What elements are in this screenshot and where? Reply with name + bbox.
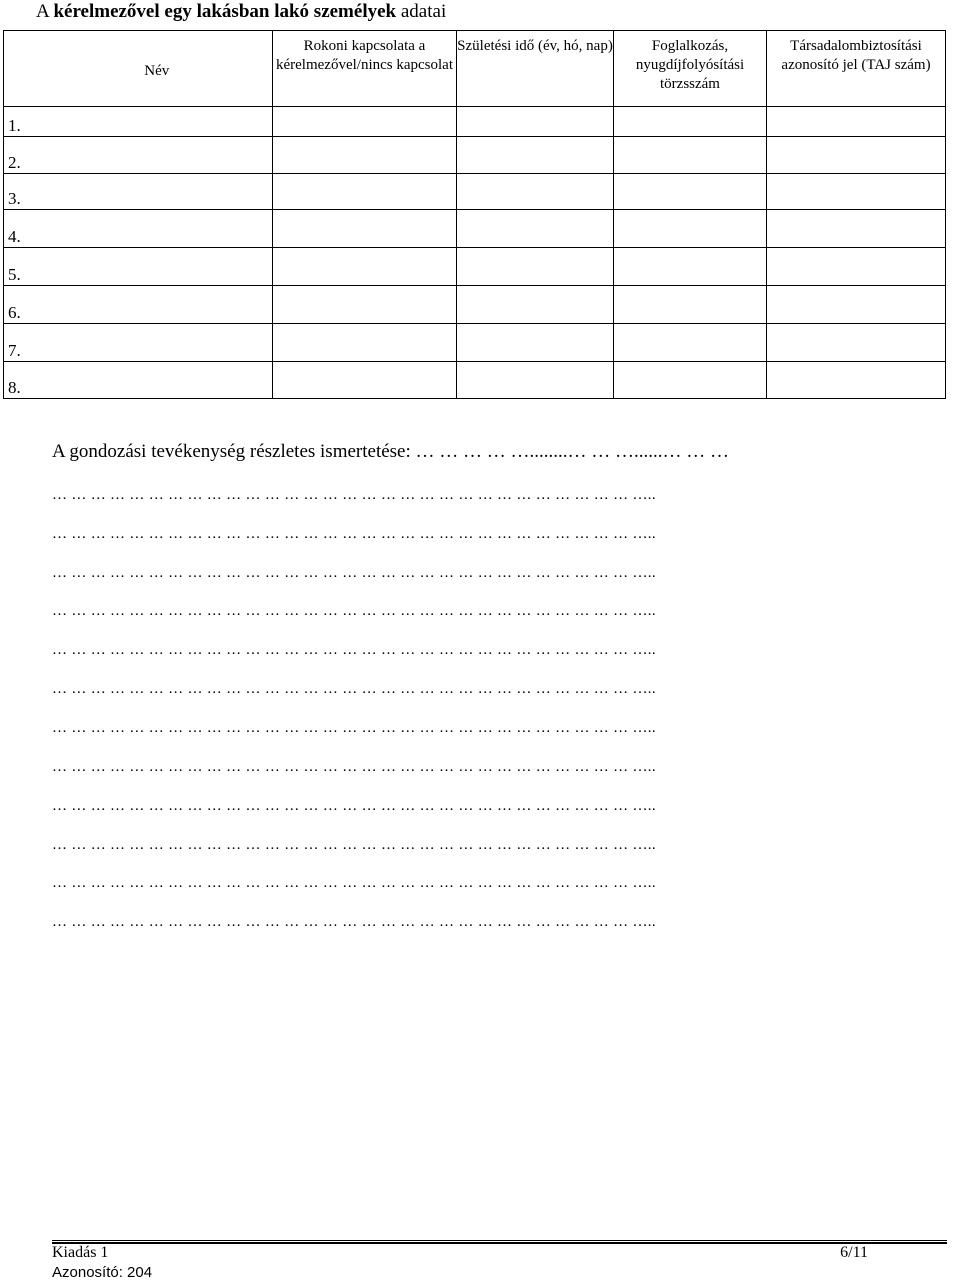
- header-name: Név: [42, 31, 273, 107]
- birth-date-cell[interactable]: [457, 324, 614, 362]
- occupation-cell[interactable]: [614, 107, 767, 137]
- footer-divider-thick: [52, 1242, 947, 1244]
- description-line[interactable]: … … … … … … … … … … … … … … … … … … … … … … … … … … … … … … …..: [52, 798, 656, 814]
- taj-cell[interactable]: [767, 362, 946, 399]
- table-row: [4, 324, 946, 362]
- relationship-cell[interactable]: [273, 137, 457, 174]
- occupation-cell[interactable]: [614, 248, 767, 286]
- taj-cell[interactable]: [767, 107, 946, 137]
- description-line[interactable]: … … … … … … … … … … … … … … … … … … … … … … … … … … … … … … …..: [52, 603, 656, 619]
- table-row: [4, 286, 946, 324]
- taj-cell[interactable]: [767, 174, 946, 210]
- header-occupation: Foglalkozás, nyugdíjfolyósítási törzsszám: [614, 31, 767, 107]
- heading-suffix: adatai: [396, 1, 447, 22]
- description-line[interactable]: … … … … … … … … … … … … … … … … … … … … … … … … … … … … … … …..: [52, 837, 656, 853]
- relationship-cell[interactable]: [273, 107, 457, 137]
- relationship-cell[interactable]: [273, 210, 457, 248]
- page-heading: [36, 0, 446, 24]
- table-row: [4, 137, 946, 174]
- description-line[interactable]: … … … … … … … … … … … … … … … … … … … … … … … … … … … … … … …..: [52, 642, 656, 658]
- footer-identifier: Azonosító: 204: [52, 1264, 153, 1281]
- relationship-cell[interactable]: [273, 286, 457, 324]
- table-row: [4, 210, 946, 248]
- occupation-cell[interactable]: [614, 210, 767, 248]
- description-line[interactable]: … … … … … … … … … … … … … … … … … … … … … … … … … … … … … … …..: [52, 875, 656, 891]
- footer-edition: Kiadás 1: [52, 1244, 109, 1261]
- name-cell[interactable]: [42, 286, 273, 324]
- taj-cell[interactable]: [767, 137, 946, 174]
- row-number: 2.: [4, 137, 42, 174]
- relationship-cell[interactable]: [273, 174, 457, 210]
- description-line[interactable]: … … … … … … … … … … … … … … … … … … … … … … … … … … … … … … …..: [52, 565, 656, 581]
- description-line[interactable]: … … … … … … … … … … … … … … … … … … … … … … … … … … … … … … …..: [52, 681, 656, 697]
- header-relationship: Rokoni kapcsolata a kérelmezővel/nincs kapcsolat: [273, 31, 457, 107]
- name-cell[interactable]: [42, 137, 273, 174]
- description-label-text: A gondozási tevékenység részletes ismertetése:: [52, 441, 411, 462]
- footer-divider-thin: [52, 1240, 947, 1241]
- taj-cell[interactable]: [767, 324, 946, 362]
- occupation-cell[interactable]: [614, 362, 767, 399]
- table-row: [4, 248, 946, 286]
- row-number: 4.: [4, 210, 42, 248]
- birth-date-cell[interactable]: [457, 137, 614, 174]
- name-cell[interactable]: [42, 324, 273, 362]
- occupation-cell[interactable]: [614, 174, 767, 210]
- description-line[interactable]: … … … … … … … … … … … … … … … … … … … … … … … … … … … … … … …..: [52, 759, 656, 775]
- row-number: 6.: [4, 286, 42, 324]
- description-line[interactable]: … … … … … … … … … … … … … … … … … … … … … … … … … … … … … … …..: [52, 526, 656, 542]
- birth-date-cell[interactable]: [457, 174, 614, 210]
- row-number: 5.: [4, 248, 42, 286]
- name-cell[interactable]: [42, 107, 273, 137]
- birth-date-cell[interactable]: [457, 107, 614, 137]
- description-trailing-dots: … … … … …........… … …......… … …: [410, 441, 730, 462]
- description-line[interactable]: … … … … … … … … … … … … … … … … … … … … … … … … … … … … … … …..: [52, 914, 656, 930]
- row-number: 8.: [4, 362, 42, 399]
- heading-prefix: A: [36, 1, 54, 22]
- table-row: [4, 174, 946, 210]
- relationship-cell[interactable]: [273, 362, 457, 399]
- header-number-cell: [4, 31, 42, 107]
- occupation-cell[interactable]: [614, 324, 767, 362]
- name-cell[interactable]: [42, 362, 273, 399]
- relationship-cell[interactable]: [273, 324, 457, 362]
- occupation-cell[interactable]: [614, 137, 767, 174]
- row-number: 3.: [4, 174, 42, 210]
- description-line[interactable]: … … … … … … … … … … … … … … … … … … … … … … … … … … … … … … …..: [52, 720, 656, 736]
- table-row: [4, 362, 946, 399]
- description-label: [52, 441, 729, 463]
- name-cell[interactable]: [42, 210, 273, 248]
- header-birth-date: Születési idő (év, hó, nap): [457, 31, 614, 107]
- table-row: [4, 107, 946, 137]
- taj-cell[interactable]: [767, 210, 946, 248]
- header-taj: Társadalombiztosítási azonosító jel (TAJ szám): [767, 31, 946, 107]
- birth-date-cell[interactable]: [457, 286, 614, 324]
- birth-date-cell[interactable]: [457, 210, 614, 248]
- row-number: 7.: [4, 324, 42, 362]
- row-number: 1.: [4, 107, 42, 137]
- household-members-table: [3, 30, 946, 399]
- heading-bold: kérelmezővel egy lakásban lakó személyek: [53, 1, 397, 22]
- description-line[interactable]: … … … … … … … … … … … … … … … … … … … … … … … … … … … … … … …..: [52, 487, 656, 503]
- occupation-cell[interactable]: [614, 286, 767, 324]
- relationship-cell[interactable]: [273, 248, 457, 286]
- taj-cell[interactable]: [767, 286, 946, 324]
- birth-date-cell[interactable]: [457, 362, 614, 399]
- name-cell[interactable]: [42, 174, 273, 210]
- table-header-row: [4, 31, 946, 107]
- birth-date-cell[interactable]: [457, 248, 614, 286]
- footer-page-number: 6/11: [840, 1244, 868, 1261]
- taj-cell[interactable]: [767, 248, 946, 286]
- name-cell[interactable]: [42, 248, 273, 286]
